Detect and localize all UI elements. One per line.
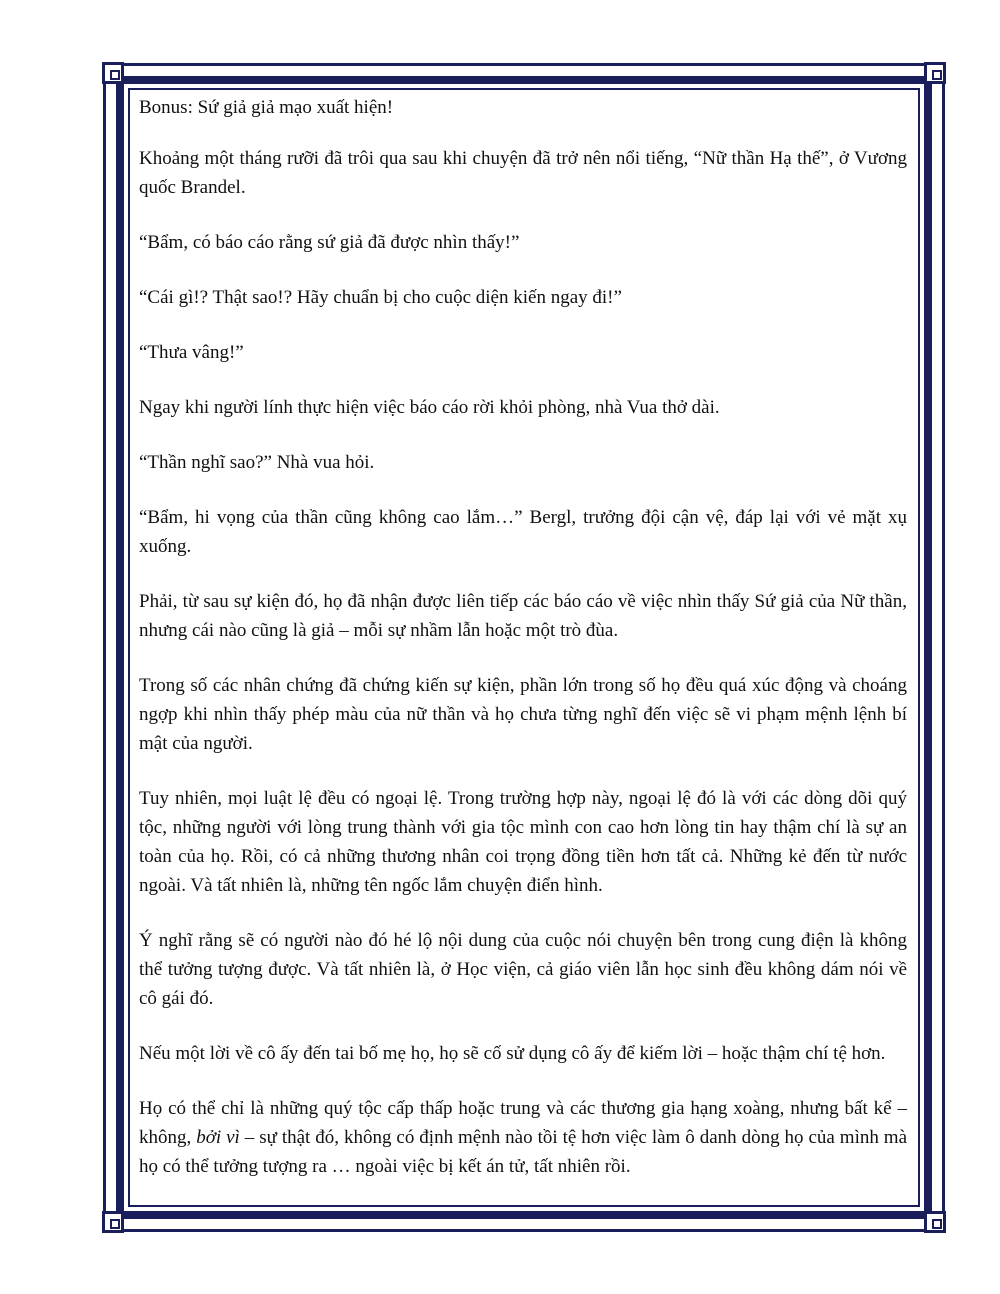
border-corner-ornament-top-right [924, 62, 946, 84]
paragraph: “Bẩm, có báo cáo rằng sứ giả đã được nhìn thấy!” [139, 232, 520, 253]
paragraph-text: Họ có thể chỉ là những quý tộc cấp thấp hoặc trung và các thương gia hạng xoàng, nhưng bất kể – không, [139, 1098, 907, 1148]
paragraph: “Bẩm, hi vọng của thần cũng không cao lắm…” Bergl, trưởng đội cận vệ, đáp lại với vẻ mặt xụ xuống. [139, 507, 907, 557]
document-body [139, 93, 907, 1207]
paragraph: Ngay khi người lính thực hiện việc báo cáo rời khỏi phòng, nhà Vua thở dài. [139, 397, 720, 418]
paragraph: Khoảng một tháng rưỡi đã trôi qua sau khi chuyện đã trở nên nổi tiếng, “Nữ thần Hạ thế”, ở Vương quốc Brandel. [139, 148, 907, 198]
paragraph: Nếu một lời về cô ấy đến tai bố mẹ họ, họ sẽ cố sử dụng cô ấy để kiếm lời – hoặc thậm chí tệ hơn. [139, 1043, 886, 1064]
paragraph: Trong số các nhân chứng đã chứng kiến sự kiện, phần lớn trong số họ đều quá xúc động và choáng ngợp khi nhìn thấy phép màu của nữ thần và họ chưa từng nghĩ đến việc sẽ vi phạm mệnh lệnh bí mật của người. [139, 675, 907, 754]
paragraph-text: – sự thật đó, không có định mệnh nào tồi tệ hơn việc làm ô danh dòng họ của mình mà họ có thể tưởng tượng ra … ngoài việc bị kết án tử, tất nhiên rồi. [139, 1127, 908, 1177]
paragraph: Phải, từ sau sự kiện đó, họ đã nhận được liên tiếp các báo cáo về việc nhìn thấy Sứ giả của Nữ thần, nhưng cái nào cũng là giả – mỗi sự nhầm lẫn hoặc một trò đùa. [139, 591, 907, 641]
paragraph: Ý nghĩ rằng sẽ có người nào đó hé lộ nội dung của cuộc nói chuyện bên trong cung điện là không thể tưởng tượng được. Và tất nhiên là, ở Học viện, cả giáo viên lẫn học sinh đều không dám nói về cô gái đó. [139, 930, 907, 1009]
paragraph: Tuy nhiên, mọi luật lệ đều có ngoại lệ. Trong trường hợp này, ngoại lệ đó là với các dòng dõi quý tộc, những người với lòng trung thành với gia tộc mình con cao hơn lòng tin hay thậm chí là sự an toàn của họ. Rồi, có cả những thương nhân coi trọng đồng tiền hơn tất cả. Những kẻ đến từ nước ngoài. Và tất nhiên là, những tên ngốc lắm chuyện điển hình. [139, 788, 907, 896]
paragraph-last [139, 1094, 907, 1181]
chapter-title: Bonus: Sứ giả giả mạo xuất hiện! [139, 97, 394, 118]
paragraph: “Thưa vâng!” [139, 342, 244, 363]
emphasis-text: bởi vì [196, 1127, 240, 1148]
border-corner-ornament-bottom-left [102, 1211, 124, 1233]
paragraph: “Thần nghĩ sao?” Nhà vua hỏi. [139, 452, 375, 473]
border-corner-ornament-top-left [102, 62, 124, 84]
paragraph: “Cái gì!? Thật sao!? Hãy chuẩn bị cho cuộc diện kiến ngay đi!” [139, 287, 622, 308]
border-corner-ornament-bottom-right [924, 1211, 946, 1233]
